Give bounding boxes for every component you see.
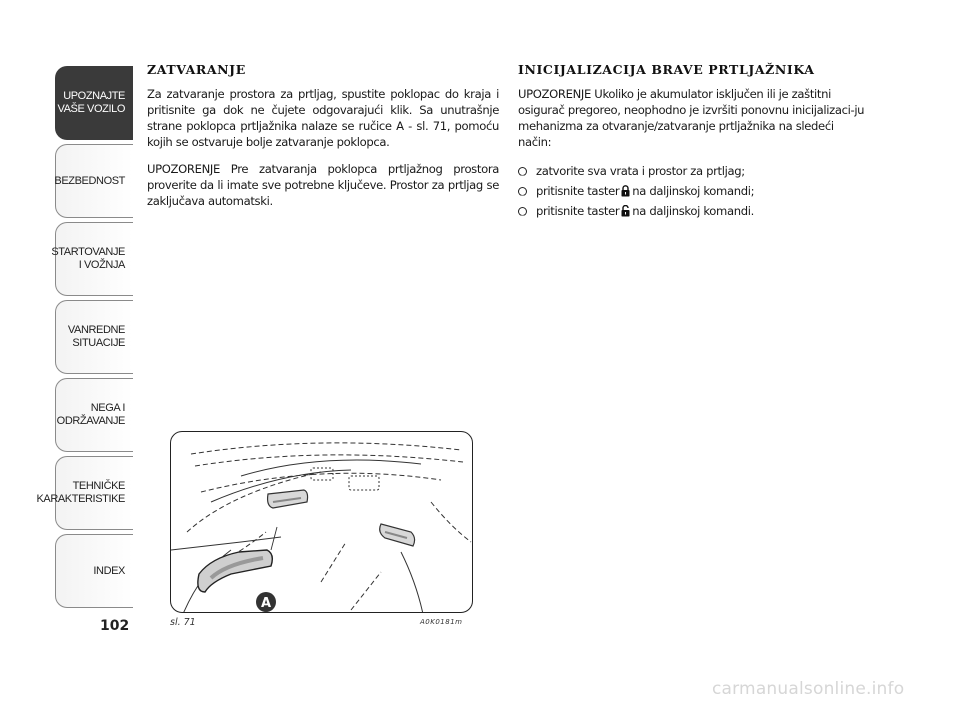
lock-closed-icon <box>621 185 630 197</box>
lock-open-icon <box>621 205 630 217</box>
handle-a-closeup <box>198 527 277 592</box>
section-inicijalizacija <box>518 62 870 221</box>
marker-a-label: A <box>260 596 272 611</box>
step-text-post: na daljinskoj komandi; <box>632 184 755 198</box>
section-zatvaranje <box>147 62 499 220</box>
warning-paragraph: UPOZORENJE Pre zatvaranja poklopca prtljažnog prostora proverite da li imate sve potrebne ključeve. Prostor za prtljag se zaključava automatski. <box>147 162 499 208</box>
tab-index[interactable]: INDEX <box>55 534 133 608</box>
tab-startovanje-i-voznja[interactable]: STARTOVANJE I VOŽNJA <box>55 222 133 296</box>
tab-nega-i-odrzavanje[interactable]: NEGA I ODRŽAVANJE <box>55 378 133 452</box>
list-item <box>518 161 870 181</box>
figure-caption: sl. 71 <box>170 617 196 628</box>
figure-trunk-lid <box>170 431 473 613</box>
handle-upper-right <box>380 524 415 546</box>
list-item <box>518 201 870 221</box>
step-text-pre: pritisnite taster <box>536 184 620 198</box>
page-number: 102 <box>100 618 130 634</box>
bullet-icon <box>518 167 527 176</box>
warning-paragraph: UPOZORENJE Ukoliko je akumulator isključen ili je zaštitni osigurač pregoreo, neophodno je izvršiti ponovnu inicijalizaci-ju mehanizma za otvaranje/zatvaranje prtljažnika na sledeći način: <box>518 87 865 149</box>
steps-list <box>518 161 870 221</box>
tab-bezbednost[interactable]: BEZBEDNOST <box>55 144 133 218</box>
watermark: carmanualsonline.info <box>712 679 905 699</box>
tab-upoznajte-vase-vozilo[interactable]: UPOZNAJTE VAŠE VOZILO <box>55 66 133 140</box>
paragraph: Za zatvaranje prostora za prtljag, spustite poklopac do kraja i pritisnite ga dok ne čujete odgovarajući klik. Sa unutrašnje strane poklopca prtljažnika nalaze se ručice A - sl. 71, pomoću kojih se ostvaruje bolje zatvaranje poklopca. <box>147 87 499 149</box>
bullet-icon <box>518 207 527 216</box>
section-heading: ZATVARANJE <box>147 62 246 77</box>
step-text-pre: pritisnite taster <box>536 204 620 218</box>
list-item <box>518 181 870 201</box>
step-text-post: na daljinskoj komandi. <box>632 204 754 218</box>
handle-upper-left <box>268 490 308 508</box>
marker-a <box>256 592 276 612</box>
tab-vanredne-situacije[interactable]: VANREDNE SITUACIJE <box>55 300 133 374</box>
tab-tehnicke-karakteristike[interactable]: TEHNIČKE KARAKTERISTIKE <box>55 456 133 530</box>
bullet-icon <box>518 187 527 196</box>
section-heading: INICIJALIZACIJA BRAVE PRTLJAŽNIKA <box>518 62 815 77</box>
step-text: zatvorite sva vrata i prostor za prtljag; <box>536 164 745 178</box>
trunk-lid-illustration <box>171 432 473 613</box>
figure-code: A0K0181m <box>420 618 463 626</box>
